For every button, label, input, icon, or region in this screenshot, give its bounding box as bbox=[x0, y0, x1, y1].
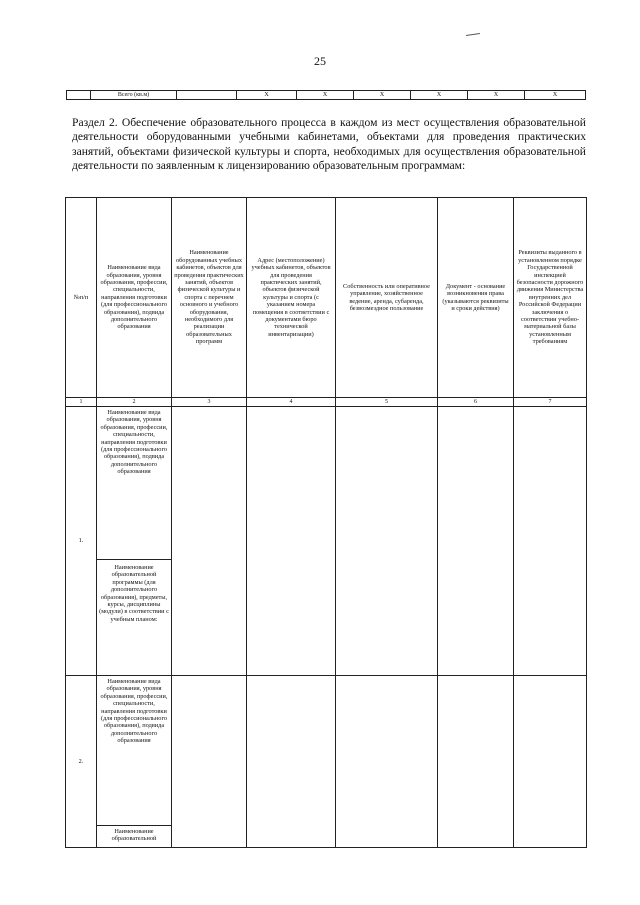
summary-mark: X bbox=[468, 91, 525, 100]
column-number: 1 bbox=[66, 398, 97, 407]
program-name-cell: Наименование образовательной bbox=[97, 826, 172, 848]
corner-mark bbox=[466, 33, 480, 36]
empty-cell bbox=[438, 676, 514, 848]
empty-cell bbox=[336, 676, 438, 848]
summary-label: Всего (кв.м) bbox=[91, 91, 177, 100]
summary-empty-cell bbox=[67, 91, 91, 100]
header-cell: Реквизиты выданного в установленном порядке Государственной инспекцией безопасности дорожного движения Министерства внутренних дел Российской Федерации заключения о соответствии учебно-материальной базы установленным требованиям bbox=[514, 198, 587, 398]
education-kind-cell: Наименование вида образования, уровня образования, профессии, специальности, направления подготовки (для профессионального образования), подвида дополнительного образования bbox=[97, 407, 172, 560]
empty-cell bbox=[172, 407, 247, 676]
header-cell: №п/п bbox=[66, 198, 97, 398]
summary-mark: X bbox=[525, 91, 586, 100]
column-number: 2 bbox=[97, 398, 172, 407]
summary-mark: X bbox=[354, 91, 411, 100]
header-cell: Адрес (местоположение) учебных кабинетов, объектов для проведения практических занятий, объектов физической культуры и спорта (с указанием номера помещения в соответствии с документами бюро технической инвентаризации) bbox=[247, 198, 336, 398]
program-name-cell: Наименование образовательной программы (для дополнительного образования), предметы, курсы, дисциплины (модули) в соответствии с учебным планом: bbox=[97, 560, 172, 676]
summary-mark: X bbox=[297, 91, 354, 100]
empty-cell bbox=[438, 407, 514, 676]
column-number: 3 bbox=[172, 398, 247, 407]
column-number: 4 bbox=[247, 398, 336, 407]
row-number: 2. bbox=[66, 676, 97, 848]
summary-row-table bbox=[66, 90, 586, 100]
summary-mark: X bbox=[411, 91, 468, 100]
facilities-table bbox=[65, 197, 587, 848]
summary-empty-cell bbox=[177, 91, 237, 100]
column-number: 6 bbox=[438, 398, 514, 407]
header-cell: Документ - основание возникновения права (указываются реквизиты и сроки действия) bbox=[438, 198, 514, 398]
row-number: 1. bbox=[66, 407, 97, 676]
header-cell: Наименование оборудованных учебных кабинетов, объектов для проведения практических занятий, объектов физической культуры и спорта с перечнем основного и учебного оборудования, необходимого для реализации образовательных программ bbox=[172, 198, 247, 398]
page-number: 25 bbox=[314, 54, 326, 68]
empty-cell bbox=[336, 407, 438, 676]
table-row bbox=[66, 407, 587, 560]
summary-row bbox=[67, 91, 586, 100]
empty-cell bbox=[172, 676, 247, 848]
column-number: 5 bbox=[336, 398, 438, 407]
table-header-row bbox=[66, 198, 587, 398]
column-number-row bbox=[66, 398, 587, 407]
empty-cell bbox=[514, 676, 587, 848]
education-kind-cell: Наименование вида образования, уровня образования, профессии, специальности, направления подготовки (для профессионального образования), подвида дополнительного образования bbox=[97, 676, 172, 826]
empty-cell bbox=[247, 407, 336, 676]
table-row bbox=[66, 676, 587, 826]
header-cell: Наименование вида образования, уровня образования, профессии, специальности, направления подготовки (для профессионального образования), подвида дополнительного образования bbox=[97, 198, 172, 398]
empty-cell bbox=[247, 676, 336, 848]
section-heading: Раздел 2. Обеспечение образовательного процесса в каждом из мест осуществления образовательной деятельности оборудованными учебными кабинетами, объектами для проведения практических занятий, объектами физической культуры и спорта, необходимых для осуществления образовательной деятельности по заявленным к лицензированию образовательным программам: bbox=[72, 116, 586, 173]
empty-cell bbox=[514, 407, 587, 676]
header-cell: Собственность или оперативное управление, хозяйственное ведение, аренда, субаренда, безвозмездное пользование bbox=[336, 198, 438, 398]
column-number: 7 bbox=[514, 398, 587, 407]
summary-mark: X bbox=[237, 91, 297, 100]
